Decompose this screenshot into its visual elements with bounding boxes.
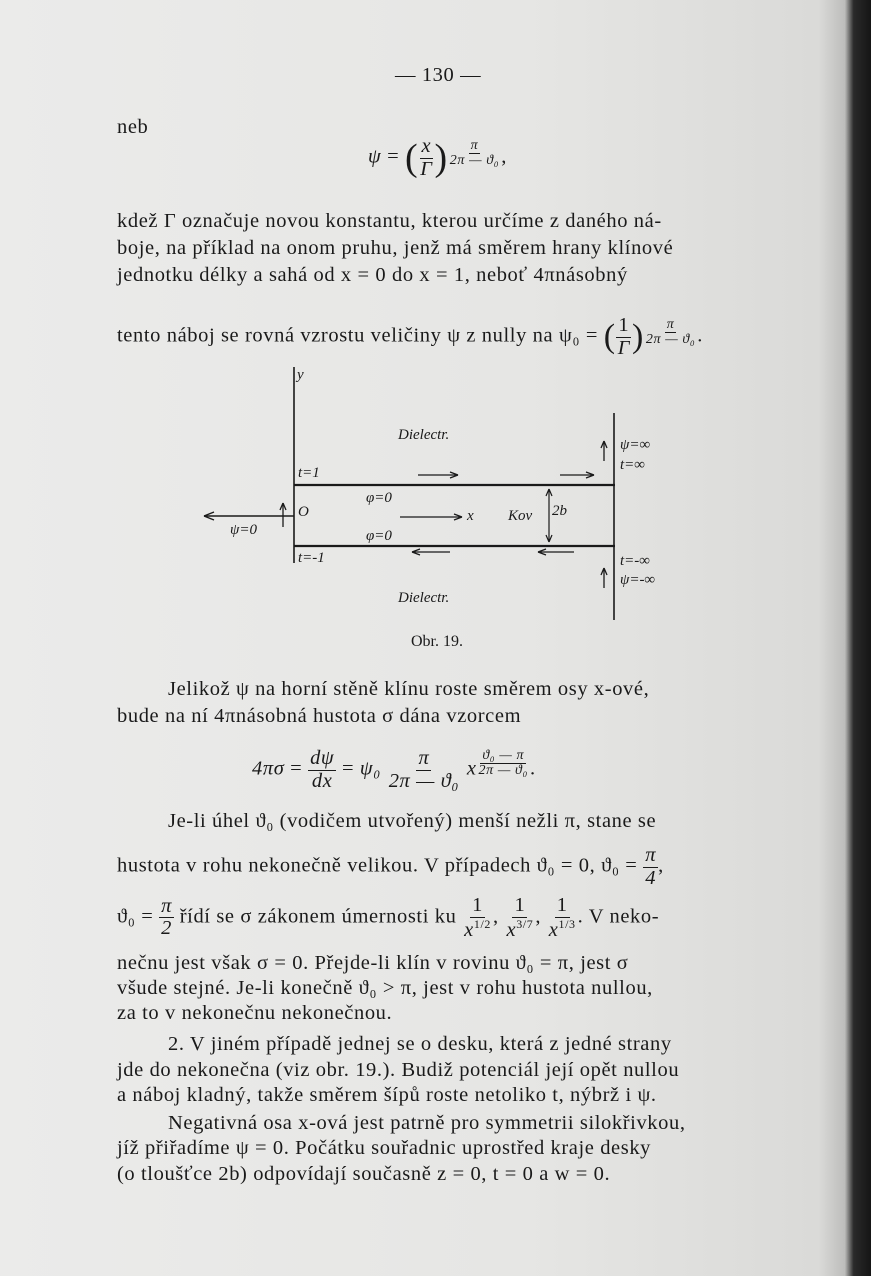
eqi-base-num: 1 — [618, 314, 630, 336]
para2-line-2: bude na ní 4πnásobná hustota σ dána vzorcem — [117, 705, 522, 727]
para1-last-text: tento náboj se rovná vzrostu veličiny ψ z nully na ψ₀ = — [117, 324, 599, 347]
fig-origin: O — [298, 504, 309, 520]
fig-phi0-bottom: φ=0 — [366, 528, 392, 544]
para5-line-2: jíž přiřadíme ψ = 0. Počátku souřadnic uprostřed kraje desky — [117, 1137, 652, 1159]
para3-l3-c: V neko- — [588, 905, 660, 928]
power-1-trail: , — [493, 905, 499, 928]
eq2-period: . — [529, 757, 536, 780]
para3-line-4: nečnu jest však σ = 0. Přejde-li klín v rovinu ϑ₀ = π, jest σ — [117, 952, 629, 974]
para3-line-5: všude stejné. Je-li konečně ϑ₀ > π, jest v rohu hustota nullou, — [117, 977, 653, 999]
para4-line-1: 2. V jiném případě jednej se o desku, která z jedné strany — [168, 1033, 672, 1055]
power-1-d: x — [464, 918, 474, 941]
eq2-exp-den: 2π — ϑ₀ — [478, 763, 528, 779]
power-3-n: 1 — [556, 894, 568, 916]
figure-19 — [190, 365, 690, 625]
power-2-trail: , — [535, 905, 542, 928]
eq1-base-num: x — [421, 135, 432, 157]
eq2-lhs: 4πσ — [252, 757, 285, 780]
para3-line-3 — [117, 895, 659, 941]
frac-pi4-n: π — [645, 844, 657, 866]
fig-t-m1: t=-1 — [298, 550, 325, 566]
para3-line-1: Je-li úhel ϑ₀ (vodičem utvořený) menší nežli π, stane se — [168, 810, 657, 832]
power-1-e: 1/2 — [473, 916, 492, 931]
power-2-d: x — [506, 918, 517, 941]
para1-line-4: tento náboj se rovná vzrostu veličiny ψ z nully na ψ₀ = ( $\frac{1}{\Gamma}$ ) $\frac{\pi}{\text{2π — ϑ₀}}$ . — [117, 314, 704, 359]
fig-2b: 2b — [552, 503, 567, 519]
eq1-exp-den: 2π — ϑ₀ — [449, 153, 500, 169]
fig-t-1: t=1 — [298, 465, 320, 481]
eqi-exp-den: 2π — ϑ₀ — [645, 332, 696, 348]
para3-line-2 — [117, 845, 664, 889]
power-3-trail: . — [577, 905, 584, 928]
para1-line-2: boje, na příklad na onom pruhu, jenž má směrem hrany klínové — [117, 237, 674, 259]
para3-l3-a: ϑ₀ = — [117, 905, 154, 928]
eq2-d-den: dx — [311, 769, 333, 792]
fig-psi0-left: ψ=0 — [230, 522, 257, 538]
frac-pi2-n: π — [161, 894, 172, 917]
eq2-psi0: ψ₀ — [359, 757, 381, 780]
word-neb: neb — [117, 116, 149, 138]
frac-pi2-d: 2 — [161, 917, 172, 940]
eq1-equals: = — [387, 145, 400, 168]
fig-x-label: x — [467, 508, 474, 524]
fig-dielectr-bottom: Dielectr. — [398, 590, 450, 606]
para5-line-1: Negativná osa x-ová jest patrně pro symmetrii silokřivkou, — [168, 1112, 686, 1134]
fig-phi0-top: φ=0 — [366, 490, 392, 506]
eq2-eq2: = — [342, 757, 355, 780]
eq2-p-num: π — [418, 747, 430, 769]
figure-caption: Obr. 19. — [411, 633, 463, 650]
fig-kov: Kov — [508, 508, 533, 524]
eq2-exp-num: ϑ₀ — π — [482, 747, 525, 763]
fig-y-label: y — [297, 367, 304, 383]
para2-line-1: Jelikož ψ na horní stěně klínu roste směrem osy x-ové, — [168, 678, 650, 700]
equation-sigma — [252, 748, 536, 792]
eqi-exp-num: π — [666, 316, 675, 332]
para4-line-2: jde do nekonečna (viz obr. 19.). Budiž potenciál její opět nullou — [117, 1059, 680, 1081]
power-1-n: 1 — [472, 894, 484, 916]
para5-line-3: (o tloušťce 2b) odpovídají současně z = 0, t = 0 a w = 0. — [117, 1163, 611, 1185]
eqi-base-den: Γ — [617, 336, 630, 359]
eq1-exp-num: π — [470, 137, 479, 153]
power-2-e: 3/7 — [516, 916, 534, 931]
eq2-p-den: 2π — ϑ₀ — [388, 769, 460, 792]
eq2-eq1: = — [290, 757, 303, 780]
eq2-x: x — [466, 757, 477, 780]
power-3-d: x — [548, 918, 559, 941]
power-2-n: 1 — [514, 894, 526, 916]
page-number: — 130 — — [395, 64, 482, 86]
fig-t-minf: t=-∞ — [620, 553, 650, 569]
para4-line-3: a náboj kladný, takže směrem šípů roste netoliko t, nýbrž i ψ. — [117, 1084, 657, 1106]
fig-psi-minf: ψ=-∞ — [620, 572, 656, 588]
frac-pi4-d: 4 — [645, 866, 657, 889]
fig-psi-inf: ψ=∞ — [620, 437, 651, 453]
para1-line-1: kdež Γ označuje novou konstantu, kterou určíme z daného ná- — [117, 210, 662, 232]
eq1-base-den: Γ — [420, 157, 433, 180]
para3-l3-b: řídí se σ zákonem úmernosti ku — [179, 905, 457, 928]
eq2-d-num: dψ — [310, 747, 335, 769]
para3-line-2-text: hustota v rohu nekonečně velikou. V případech ϑ₀ = 0, ϑ₀ = — [117, 854, 638, 877]
para3-line-6: za to v nekonečnu nekonečnou. — [117, 1002, 393, 1024]
frac-pi4-comma: , — [658, 854, 664, 877]
eq1-lhs: ψ — [368, 145, 382, 168]
para1-line-3: jednotku délky a sahá od x = 0 do x = 1, neboť 4πnásobný — [117, 264, 628, 286]
eq1-comma: , — [501, 145, 507, 168]
equation-psi: ψ = ( $\frac{x}{\Gamma}$ ) $\frac{\pi}{\text{2π — ϑ₀}}$ , — [368, 135, 507, 180]
fig-t-inf: t=∞ — [620, 457, 645, 473]
fig-dielectr-top: Dielectr. — [398, 427, 450, 443]
eqi-period: . — [697, 324, 704, 347]
power-3-e: 1/3 — [558, 916, 576, 931]
